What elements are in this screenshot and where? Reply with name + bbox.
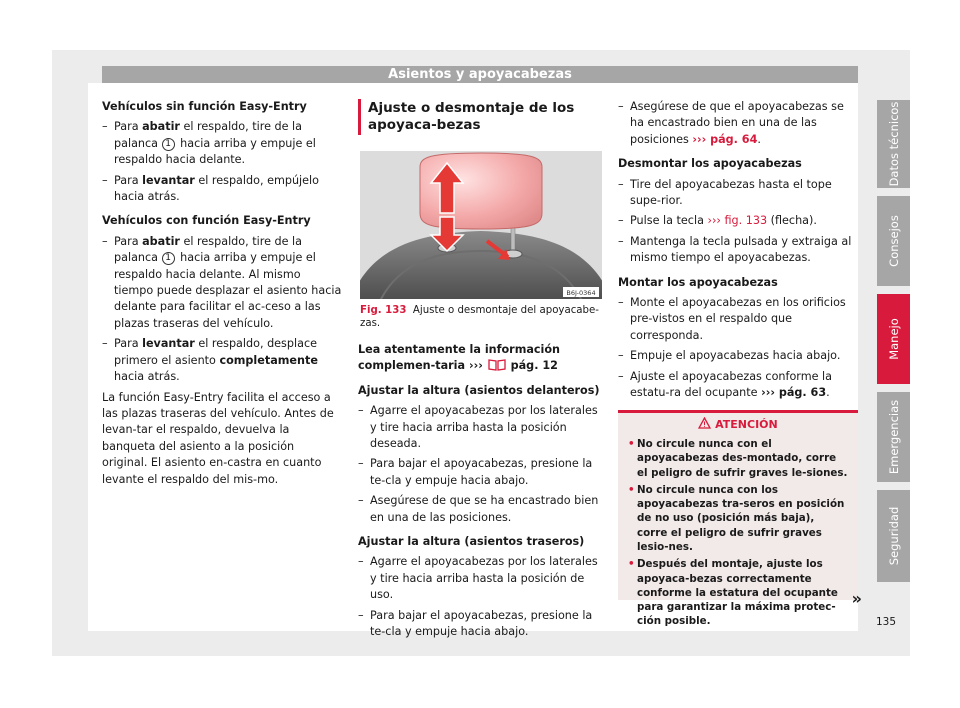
continue-marker: » [851,589,862,609]
column-right [618,99,862,628]
warning-item: • Después del montaje, ajuste los apoyaca-bezas correctamente conforme la estatura del ocupante para garantizar la máxima protec-ción posible. [628,558,838,628]
column-middle [358,99,604,645]
list-item: – Empuje el apoyacabezas hacia abajo. [618,349,841,363]
headrest-illustration [360,151,602,299]
subheading: Vehículos sin función Easy-Entry [102,100,307,113]
warning-item: • No circule nunca con los apoyacabezas tra-seros en posición de no uso (posición más baja), corre el peligro de sufrir graves lesio-nes. [628,483,845,553]
warning-item: • No circule nunca con el apoyacabezas des-montado, corre el peligro de sufrir graves le-siones. [628,437,848,479]
dash-bullet: – [102,173,108,187]
list-item: – Pulse la tecla ››› fig. 133 (flecha). [618,214,817,228]
list-item: – Para levantar el respaldo, empújelo hacia atrás. [102,173,319,204]
book-icon [487,358,507,371]
paragraph: La función Easy-Entry facilita el acceso a las plazas traseras del vehículo. Antes de levan-tar el respaldo, devuelva la banqueta del asiento a la posición original. El asiento en-castra en cuanto levante el respaldo del mis-mo. [102,390,334,486]
dash-bullet: – [102,234,108,248]
subheading: Ajustar la altura (asientos traseros) [358,535,585,549]
subheading: Desmontar los apoyacabezas [618,157,802,171]
page-reference-link[interactable]: pág. 63 [774,386,827,400]
list-item: – Para bajar el apoyacabezas, presione la te-cla y empuje hacia abajo. [358,457,593,487]
list-item: – Para abatir el respaldo, tire de la palanca 1 hacia arriba y empuje el respaldo hacia delante. [102,120,316,167]
list-item: – Ajuste el apoyacabezas conforme la estatu-ra del ocupante ››› pág. 63. [618,369,833,400]
tab-seguridad[interactable]: Seguridad [877,490,910,582]
tab-emergencias[interactable]: Emergencias [877,392,910,482]
tab-datos-tecnicos[interactable]: Datos técnicos [877,100,910,188]
list-item: – Tire del apoyacabezas hasta el tope supe-rior. [618,177,832,208]
list-item: – Para abatir el respaldo, tire de la palanca 1 hacia arriba y empuje el respaldo hacia delante. Al mismo tiempo puede desplazar el asiento hacia delante para facilitar el ac-ceso a las plazas traseras del vehículo. [102,234,342,330]
warning-box [618,410,862,628]
section-header: Asientos y apoyacabezas [102,66,858,83]
section-title: Ajuste o desmontaje de los apoyaca-bezas [358,99,604,135]
warning-triangle-icon [698,417,711,429]
dash-bullet: – [102,120,108,134]
figure-reference-link[interactable]: ››› fig. 133 [707,214,768,228]
list-item: – Agarre el apoyacabezas por los laterales y tire hacia arriba hasta la posición de uso. [358,555,598,602]
subheading: Montar los apoyacabezas [618,275,778,289]
figure-code: B6J-0364 [566,289,596,297]
subheading: Vehículos con función Easy-Entry [102,214,311,228]
page-reference-link[interactable]: ››› pág. 64 [692,132,758,146]
page-number: 135 [876,616,897,628]
figure-caption: Fig. 133 Ajuste o desmontaje del apoyacabe-zas. [360,305,599,329]
column-left [102,99,342,488]
tab-consejos[interactable]: Consejos [877,196,910,286]
callout-number: 1 [162,138,175,151]
list-item: – Mantenga la tecla pulsada y extraiga al mismo tiempo el apoyacabezas. [618,234,852,265]
tab-manejo[interactable]: Manejo [877,294,910,384]
figure-label: Fig. 133 [360,305,407,316]
list-item: – Agarre el apoyacabezas por los laterales y tire hacia arriba hasta la posición deseada. [358,404,598,451]
list-item: – Asegúrese de que se ha encastrado bien en una de las posiciones. [358,494,599,524]
subheading: Ajustar la altura (asientos delanteros) [358,383,600,397]
additional-info-note: Lea atentamente la información complemen-taria ››› pág. 12 [358,343,561,373]
list-item: – Asegúrese de que el apoyacabezas se ha encastrado bien en una de las posiciones ››› pág. 64. [618,100,844,146]
callout-number: 1 [162,252,175,265]
warning-heading: ATENCIÓN [628,417,848,433]
list-item: – Para bajar el apoyacabezas, presione la te-cla y empuje hacia abajo. [358,608,593,639]
list-item: – Para levantar el respaldo, desplace primero el asiento completamente hacia atrás. [102,337,318,384]
list-item: – Monte el apoyacabezas en los orificios pre-vistos en el respaldo que corresponda. [618,296,846,342]
dash-bullet: – [102,337,108,351]
figure-headrest [360,151,602,299]
